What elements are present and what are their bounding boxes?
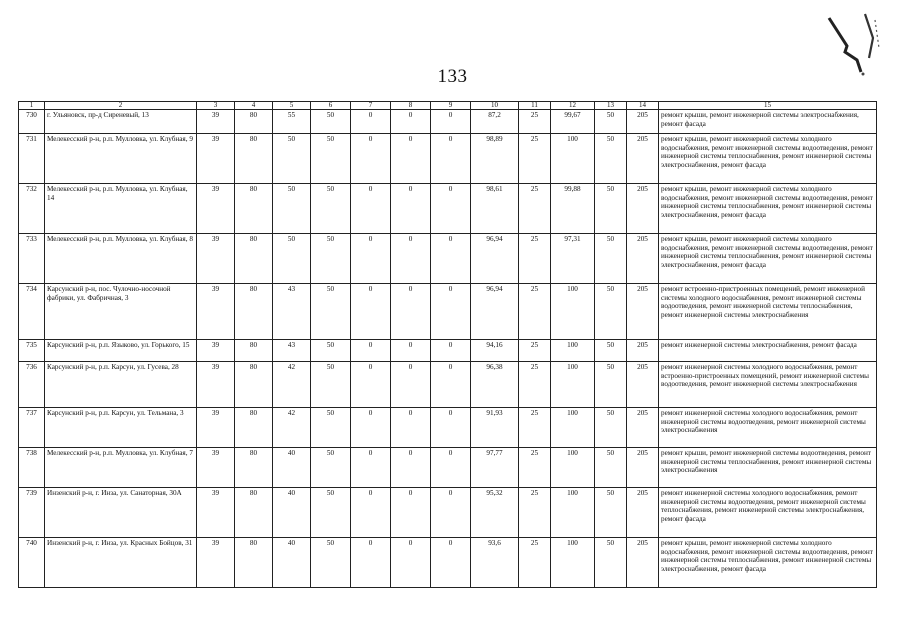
value-cell: 0 (351, 340, 391, 362)
value-cell: 50 (311, 184, 351, 234)
value-cell: 50 (273, 134, 311, 184)
value-cell: 0 (351, 234, 391, 284)
value-cell: 87,2 (471, 110, 519, 134)
value-cell: 50 (595, 110, 627, 134)
works-cell: ремонт встроенно-пристроенных помещений, ремонт инженерной системы холодного водоснабжения, ремонт инженерной системы водоотведения, ремонт инженерной системы теплоснабжения, ремонт инженерной системы электроснабжения (659, 284, 877, 340)
value-cell: 0 (391, 488, 431, 538)
page-number: 133 (437, 66, 468, 87)
value-cell: 0 (391, 408, 431, 448)
value-cell: 50 (311, 284, 351, 340)
value-cell: 731 (19, 134, 45, 184)
address-cell: Мелекесский р-н, р.п. Мулловка, ул. Клубная, 8 (45, 234, 197, 284)
value-cell: 25 (519, 488, 551, 538)
works-cell: ремонт инженерной системы электроснабжения, ремонт фасада (659, 340, 877, 362)
address-cell: Инзенский р-н, г. Инза, ул. Санаторная, 30А (45, 488, 197, 538)
value-cell: 0 (391, 134, 431, 184)
value-cell: 0 (391, 340, 431, 362)
value-cell: 205 (627, 234, 659, 284)
value-cell: 98,61 (471, 184, 519, 234)
value-cell: 0 (391, 284, 431, 340)
table-row (19, 110, 877, 134)
value-cell: 50 (595, 234, 627, 284)
address-cell: Инзенский р-н, г. Инза, ул. Красных Бойцов, 31 (45, 538, 197, 588)
value-cell: 734 (19, 284, 45, 340)
value-cell: 0 (391, 110, 431, 134)
value-cell: 39 (197, 362, 235, 408)
works-cell: ремонт крыши, ремонт инженерной системы холодного водоснабжения, ремонт инженерной системы водоотведения, ремонт инженерной системы теплоснабжения, ремонт инженерной системы электроснабжения, ремонт фасада (659, 134, 877, 184)
value-cell: 50 (311, 408, 351, 448)
table-row (19, 448, 877, 488)
value-cell: 80 (235, 362, 273, 408)
value-cell: 99,88 (551, 184, 595, 234)
value-cell: 0 (431, 110, 471, 134)
column-header: 12 (551, 102, 595, 110)
value-cell: 0 (431, 184, 471, 234)
value-cell: 0 (351, 408, 391, 448)
value-cell: 50 (595, 488, 627, 538)
column-header: 4 (235, 102, 273, 110)
value-cell: 25 (519, 184, 551, 234)
value-cell: 0 (431, 284, 471, 340)
value-cell: 740 (19, 538, 45, 588)
value-cell: 732 (19, 184, 45, 234)
value-cell: 25 (519, 408, 551, 448)
address-cell: Карсунский р-н, пос. Чулочно-носочной фабрики, ул. Фабричная, 3 (45, 284, 197, 340)
table-row (19, 284, 877, 340)
value-cell: 80 (235, 488, 273, 538)
value-cell: 80 (235, 234, 273, 284)
column-header: 10 (471, 102, 519, 110)
value-cell: 0 (391, 184, 431, 234)
works-cell: ремонт крыши, ремонт инженерной системы холодного водоснабжения, ремонт инженерной системы водоотведения, ремонт инженерной системы теплоснабжения, ремонт инженерной системы электроснабжения, ремонт фасада (659, 234, 877, 284)
address-cell: Мелекесский р-н, р.п. Мулловка, ул. Клубная, 7 (45, 448, 197, 488)
column-header: 15 (659, 102, 877, 110)
value-cell: 735 (19, 340, 45, 362)
value-cell: 100 (551, 538, 595, 588)
value-cell: 97,77 (471, 448, 519, 488)
value-cell: 100 (551, 362, 595, 408)
value-cell: 205 (627, 134, 659, 184)
column-header: 9 (431, 102, 471, 110)
value-cell: 94,16 (471, 340, 519, 362)
value-cell: 25 (519, 284, 551, 340)
table-row (19, 488, 877, 538)
value-cell: 50 (595, 284, 627, 340)
value-cell: 25 (519, 448, 551, 488)
value-cell: 50 (273, 184, 311, 234)
value-cell: 40 (273, 448, 311, 488)
value-cell: 50 (595, 184, 627, 234)
value-cell: 205 (627, 488, 659, 538)
value-cell: 55 (273, 110, 311, 134)
value-cell: 42 (273, 362, 311, 408)
value-cell: 80 (235, 408, 273, 448)
value-cell: 0 (431, 538, 471, 588)
column-header: 2 (45, 102, 197, 110)
value-cell: 50 (311, 110, 351, 134)
column-header: 11 (519, 102, 551, 110)
works-cell: ремонт инженерной системы холодного водоснабжения, ремонт инженерной системы водоотведения, ремонт инженерной системы электроснабжения (659, 408, 877, 448)
value-cell: 100 (551, 340, 595, 362)
column-header: 1 (19, 102, 45, 110)
value-cell: 737 (19, 408, 45, 448)
value-cell: 97,31 (551, 234, 595, 284)
works-cell: ремонт крыши, ремонт инженерной системы водоотведения, ремонт инженерной системы теплоснабжения, ремонт инженерной системы электроснабжения (659, 448, 877, 488)
value-cell: 39 (197, 538, 235, 588)
value-cell: 25 (519, 234, 551, 284)
value-cell: 80 (235, 284, 273, 340)
table-row (19, 184, 877, 234)
table-row (19, 538, 877, 588)
table-row (19, 234, 877, 284)
value-cell: 39 (197, 284, 235, 340)
value-cell: 25 (519, 110, 551, 134)
column-header: 6 (311, 102, 351, 110)
value-cell: 0 (431, 234, 471, 284)
value-cell: 98,89 (471, 134, 519, 184)
table-row (19, 408, 877, 448)
value-cell: 50 (311, 362, 351, 408)
value-cell: 39 (197, 184, 235, 234)
value-cell: 0 (431, 488, 471, 538)
value-cell: 0 (431, 340, 471, 362)
value-cell: 0 (391, 538, 431, 588)
address-cell: Карсунский р-н, р.п. Языково, ул. Горького, 15 (45, 340, 197, 362)
column-header: 3 (197, 102, 235, 110)
value-cell: 50 (273, 234, 311, 284)
value-cell: 0 (391, 448, 431, 488)
value-cell: 43 (273, 284, 311, 340)
value-cell: 100 (551, 488, 595, 538)
value-cell: 0 (351, 110, 391, 134)
value-cell: 80 (235, 448, 273, 488)
value-cell: 205 (627, 362, 659, 408)
value-cell: 730 (19, 110, 45, 134)
value-cell: 80 (235, 110, 273, 134)
column-header: 13 (595, 102, 627, 110)
column-header: 7 (351, 102, 391, 110)
value-cell: 40 (273, 538, 311, 588)
value-cell: 739 (19, 488, 45, 538)
value-cell: 0 (351, 134, 391, 184)
value-cell: 50 (311, 340, 351, 362)
value-cell: 205 (627, 408, 659, 448)
works-cell: ремонт крыши, ремонт инженерной системы холодного водоснабжения, ремонт инженерной системы водоотведения, ремонт инженерной системы теплоснабжения, ремонт инженерной системы электроснабжения, ремонт фасада (659, 538, 877, 588)
value-cell: 50 (595, 340, 627, 362)
value-cell: 39 (197, 234, 235, 284)
value-cell: 39 (197, 110, 235, 134)
table-row (19, 340, 877, 362)
address-cell: Мелекесский р-н, р.п. Мулловка, ул. Клубная, 14 (45, 184, 197, 234)
value-cell: 0 (351, 448, 391, 488)
column-header: 14 (627, 102, 659, 110)
value-cell: 50 (595, 448, 627, 488)
value-cell: 205 (627, 340, 659, 362)
column-header: 8 (391, 102, 431, 110)
value-cell: 0 (351, 488, 391, 538)
address-cell: Карсунский р-н, р.п. Карсун, ул. Тельмана, 3 (45, 408, 197, 448)
value-cell: 96,94 (471, 234, 519, 284)
value-cell: 80 (235, 134, 273, 184)
address-cell: Мелекесский р-н, р.п. Мулловка, ул. Клубная, 9 (45, 134, 197, 184)
address-cell: г. Ульяновск, пр-д Сиреневый, 13 (45, 110, 197, 134)
works-cell: ремонт инженерной системы холодного водоснабжения, ремонт встроенно-пристроенных помещений, ремонт инженерной системы водоотведения, ремонт инженерной системы электроснабжения (659, 362, 877, 408)
value-cell: 50 (311, 448, 351, 488)
value-cell: 25 (519, 362, 551, 408)
value-cell: 205 (627, 284, 659, 340)
value-cell: 50 (595, 362, 627, 408)
value-cell: 0 (351, 538, 391, 588)
value-cell: 0 (351, 362, 391, 408)
value-cell: 205 (627, 538, 659, 588)
value-cell: 80 (235, 340, 273, 362)
header-row (19, 102, 877, 110)
value-cell: 50 (311, 134, 351, 184)
registry-table (18, 101, 877, 588)
value-cell: 99,67 (551, 110, 595, 134)
value-cell: 50 (595, 134, 627, 184)
value-cell: 80 (235, 538, 273, 588)
table-row (19, 362, 877, 408)
works-cell: ремонт крыши, ремонт инженерной системы электроснабжения, ремонт фасада (659, 110, 877, 134)
value-cell: 50 (311, 538, 351, 588)
value-cell: 0 (351, 284, 391, 340)
value-cell: 50 (311, 488, 351, 538)
value-cell: 39 (197, 408, 235, 448)
value-cell: 95,32 (471, 488, 519, 538)
value-cell: 50 (311, 234, 351, 284)
value-cell: 39 (197, 488, 235, 538)
value-cell: 738 (19, 448, 45, 488)
value-cell: 96,94 (471, 284, 519, 340)
value-cell: 733 (19, 234, 45, 284)
value-cell: 0 (391, 362, 431, 408)
value-cell: 100 (551, 448, 595, 488)
value-cell: 43 (273, 340, 311, 362)
value-cell: 25 (519, 134, 551, 184)
value-cell: 39 (197, 134, 235, 184)
value-cell: 96,38 (471, 362, 519, 408)
value-cell: 25 (519, 340, 551, 362)
table-body (19, 110, 877, 588)
value-cell: 39 (197, 448, 235, 488)
value-cell: 100 (551, 134, 595, 184)
address-cell: Карсунский р-н, р.п. Карсун, ул. Гусева, 28 (45, 362, 197, 408)
value-cell: 0 (431, 408, 471, 448)
value-cell: 736 (19, 362, 45, 408)
value-cell: 205 (627, 110, 659, 134)
value-cell: 100 (551, 408, 595, 448)
value-cell: 93,6 (471, 538, 519, 588)
value-cell: 0 (391, 234, 431, 284)
value-cell: 80 (235, 184, 273, 234)
value-cell: 0 (431, 448, 471, 488)
value-cell: 91,93 (471, 408, 519, 448)
value-cell: 40 (273, 488, 311, 538)
column-header: 5 (273, 102, 311, 110)
table-row (19, 134, 877, 184)
value-cell: 42 (273, 408, 311, 448)
value-cell: 0 (431, 134, 471, 184)
scan-staple-mark (817, 8, 887, 88)
value-cell: 50 (595, 538, 627, 588)
value-cell: 0 (351, 184, 391, 234)
works-cell: ремонт инженерной системы холодного водоснабжения, ремонт инженерной системы водоотведения, ремонт инженерной системы теплоснабжения, ремонт инженерной системы электроснабжения, ремонт фасада (659, 488, 877, 538)
value-cell: 100 (551, 284, 595, 340)
value-cell: 39 (197, 340, 235, 362)
value-cell: 205 (627, 184, 659, 234)
value-cell: 205 (627, 448, 659, 488)
value-cell: 25 (519, 538, 551, 588)
value-cell: 50 (595, 408, 627, 448)
works-cell: ремонт крыши, ремонт инженерной системы холодного водоснабжения, ремонт инженерной системы водоотведения, ремонт инженерной системы теплоснабжения, ремонт инженерной системы электроснабжения, ремонт фасада (659, 184, 877, 234)
value-cell: 0 (431, 362, 471, 408)
